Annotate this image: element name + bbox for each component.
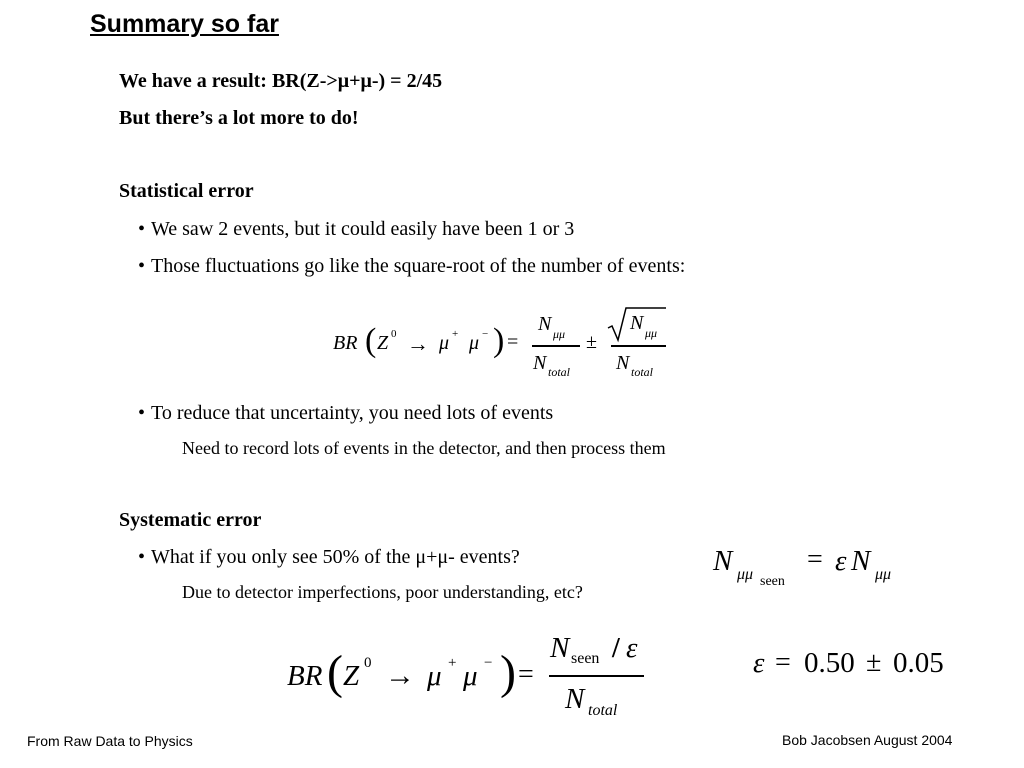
eq3-den-n: N	[565, 683, 585, 715]
systematic-sub-bullet: Due to detector imperfections, poor understanding, etc?	[182, 582, 583, 602]
statistical-bullet-3: To reduce that uncertainty, you need lots of events	[151, 402, 554, 424]
eq1-sqrt-n: N	[630, 312, 644, 334]
systematic-bullet-1: What if you only see 50% of the μ+μ- events?	[151, 546, 520, 568]
eq1-fraction-bar-1	[532, 345, 580, 347]
eq3-num-seen: seen	[571, 650, 600, 667]
eq1-num-mumu: μμ	[553, 327, 566, 341]
eq3-minus-sup: −	[484, 655, 493, 671]
eq1-den-total: total	[548, 365, 571, 379]
eq2-eps: ε	[835, 545, 847, 577]
slide-title: Summary so far	[90, 10, 279, 38]
eq3-z-sup: 0	[364, 655, 372, 671]
eq4-equals: =	[775, 647, 791, 678]
bullet-dot-2: •	[138, 255, 146, 277]
eq1-mu-plus: μ	[439, 332, 450, 354]
eq3-br: BR	[287, 660, 323, 692]
eq3-slash: /	[612, 633, 620, 664]
eq3-z: Z	[343, 660, 360, 692]
eq4-error: 0.05	[893, 647, 944, 679]
eq2-equals: =	[807, 544, 823, 575]
eq1-br: BR	[333, 332, 358, 354]
eq3-close-paren: )	[500, 646, 516, 699]
eq2-mumu: μμ	[737, 566, 754, 583]
footer-right: Bob Jacobsen August 2004	[782, 732, 953, 748]
eq2-n2: N	[851, 545, 871, 577]
eq1-den-n: N	[533, 352, 547, 374]
eq1-plus-minus: ±	[586, 331, 597, 353]
eq1-z: Z	[377, 332, 389, 354]
eq1-minus-sup: −	[482, 328, 489, 340]
eq3-num-n: N	[550, 632, 570, 664]
eq3-equals: =	[518, 659, 534, 690]
statistical-heading: Statistical error	[119, 180, 254, 202]
eq1-equals: =	[507, 331, 519, 353]
bullet-dot-4: •	[138, 546, 146, 568]
eq1-fraction-bar-2	[611, 345, 666, 347]
bullet-dot-3: •	[138, 402, 146, 424]
eq1-sqrt-mumu: μμ	[645, 326, 658, 340]
more-to-do-line: But there’s a lot more to do!	[119, 107, 359, 129]
eq1-den2-total: total	[631, 365, 654, 379]
eq3-mu-minus: μ	[463, 660, 478, 692]
eq4-plus-minus: ±	[866, 647, 882, 678]
systematic-heading: Systematic error	[119, 509, 262, 531]
statistical-bullet-1: We saw 2 events, but it could easily have been 1 or 3	[151, 218, 575, 240]
eq3-mu-plus: μ	[427, 660, 442, 692]
eq2-seen: seen	[760, 574, 785, 589]
eq3-plus-sup: +	[448, 655, 457, 671]
eq4-eps: ε	[753, 647, 765, 679]
eq1-open-paren: (	[365, 322, 377, 359]
eq1-den2-n: N	[616, 352, 630, 374]
eq1-z-sup: 0	[391, 328, 397, 340]
result-line: We have a result: BR(Z->μ+μ-) = 2/45	[119, 70, 443, 92]
eq2-n: N	[713, 545, 733, 577]
eq3-fraction-bar	[549, 675, 644, 677]
eq1-mu-minus: μ	[469, 332, 480, 354]
eq1-num-n: N	[538, 313, 552, 335]
footer-left: From Raw Data to Physics	[27, 733, 193, 749]
eq1-arrow: →	[407, 331, 429, 356]
eq1-plus-sup: +	[452, 328, 459, 340]
eq4-value: 0.50	[804, 647, 855, 679]
statistical-bullet-2: Those fluctuations go like the square-root of the number of events:	[151, 255, 686, 277]
eq1-close-paren: )	[493, 322, 505, 359]
eq3-arrow: →	[385, 659, 415, 692]
statistical-sub-bullet: Need to record lots of events in the detector, and then process them	[182, 438, 666, 458]
eq3-open-paren: (	[327, 646, 343, 699]
eq3-den-total: total	[588, 702, 618, 719]
bullet-dot-1: •	[138, 218, 146, 240]
eq3-eps: ε	[626, 632, 638, 664]
eq2-mumu2: μμ	[875, 566, 892, 583]
